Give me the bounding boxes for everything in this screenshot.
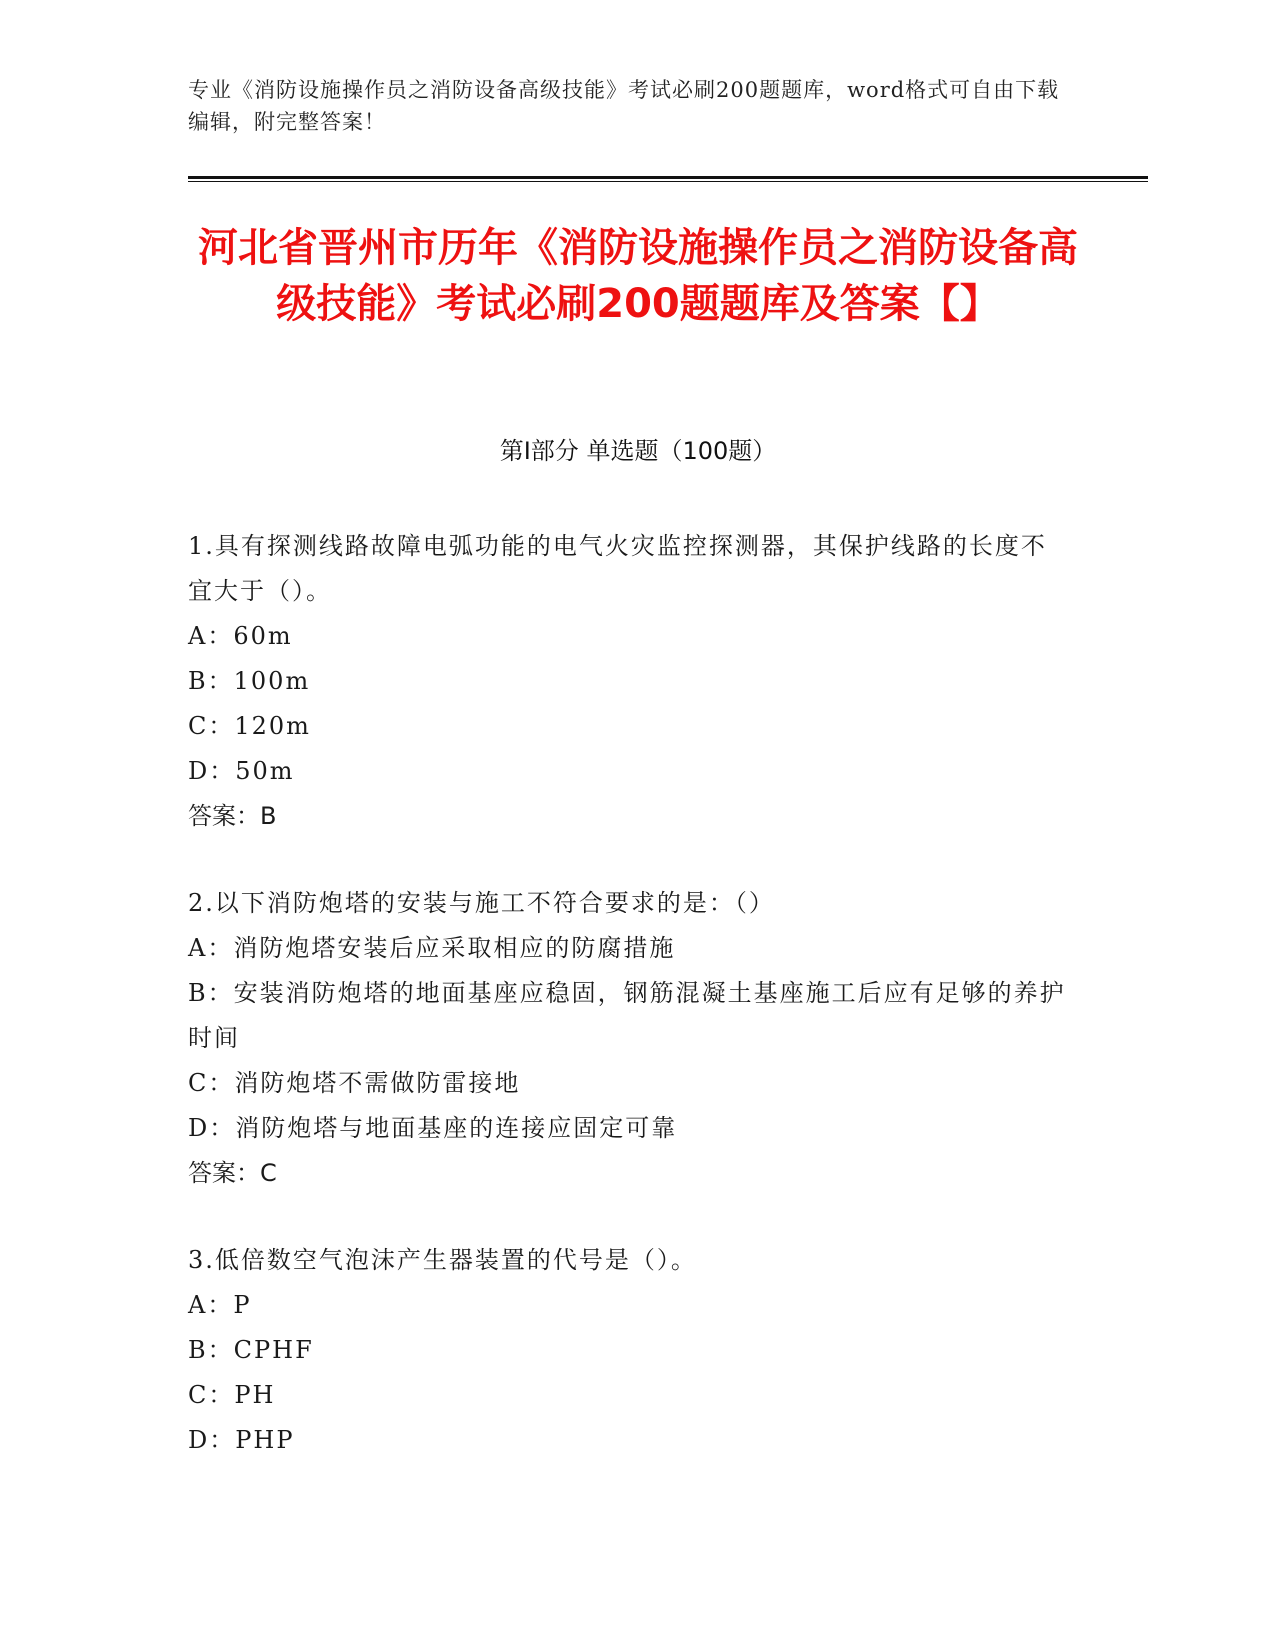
question-list xyxy=(188,524,1068,1505)
question-3 xyxy=(188,1238,1068,1463)
question-1-option-a: A：60m xyxy=(188,622,293,650)
question-2-option-a: A：消防炮塔安装后应采取相应的防腐措施 xyxy=(188,934,676,962)
question-1-text: 1.具有探测线路故障电弧功能的电气火灾监控探测器，其保护线路的长度不宜大于（）。 xyxy=(188,532,1047,605)
section-heading: 第I部分 单选题（100题） xyxy=(499,437,777,465)
question-1-option-d: D：50m xyxy=(188,757,295,785)
header-note: 专业《消防设施操作员之消防设备高级技能》考试必刷200题题库，word格式可自由下载编辑，附完整答案！ xyxy=(188,78,1060,134)
question-2-text: 2.以下消防炮塔的安装与施工不符合要求的是：（） xyxy=(188,889,775,917)
question-2-option-d: D：消防炮塔与地面基座的连接应固定可靠 xyxy=(188,1114,678,1142)
document-title: 河北省晋州市历年《消防设施操作员之消防设备高级技能》考试必刷200题题库及答案【】 xyxy=(198,225,1078,327)
question-3-option-b: B：CPHF xyxy=(188,1336,314,1364)
question-3-option-d: D：PHP xyxy=(188,1426,295,1454)
header-divider-thin xyxy=(188,181,1148,182)
header-divider-thick xyxy=(188,176,1148,179)
question-3-option-c: C：PH xyxy=(188,1381,276,1409)
question-2-option-c: C：消防炮塔不需做防雷接地 xyxy=(188,1069,521,1097)
question-1-option-c: C：120m xyxy=(188,712,311,740)
question-3-option-a: A：P xyxy=(188,1291,252,1319)
question-2-option-b: B：安装消防炮塔的地面基座应稳固，钢筋混凝土基座施工后应有足够的养护时间 xyxy=(188,979,1066,1052)
question-1-answer: 答案：B xyxy=(188,802,277,830)
question-2 xyxy=(188,881,1068,1196)
question-1 xyxy=(188,524,1068,839)
question-1-option-b: B：100m xyxy=(188,667,311,695)
question-3-text: 3.低倍数空气泡沫产生器装置的代号是（）。 xyxy=(188,1246,697,1274)
question-2-answer: 答案：C xyxy=(188,1159,277,1187)
